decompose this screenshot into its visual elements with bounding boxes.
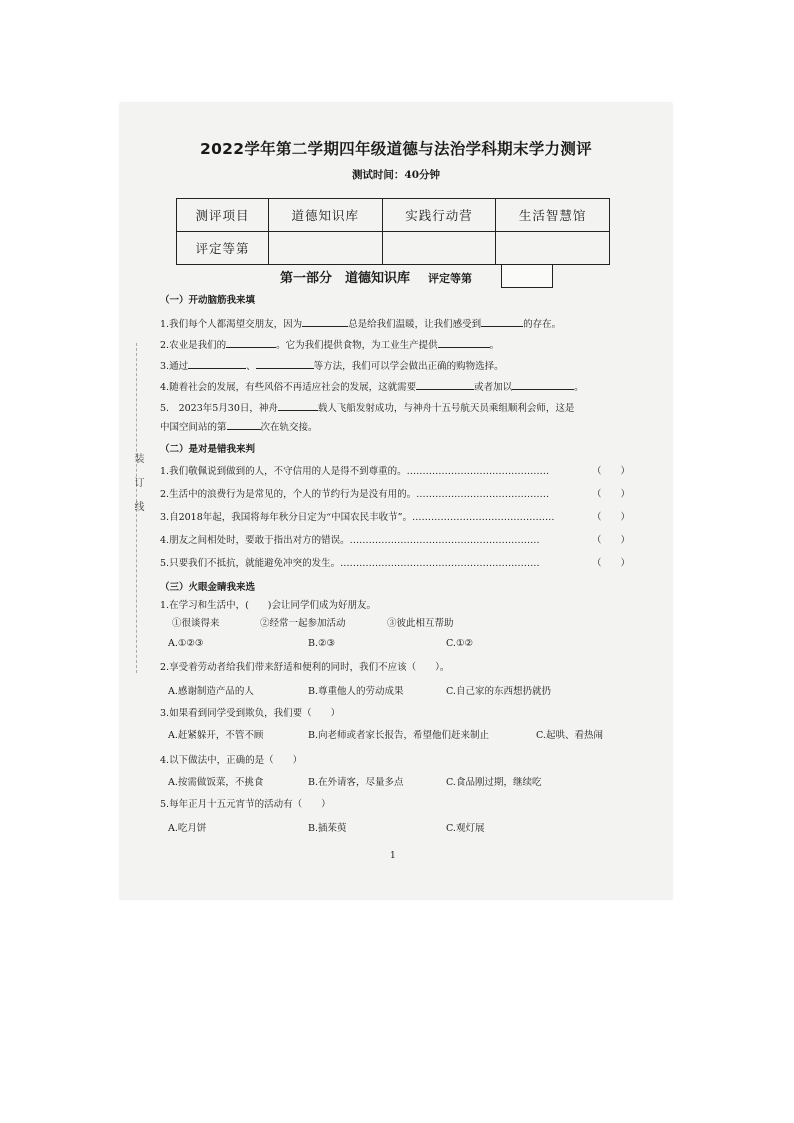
fill-question-3: [160, 359, 504, 372]
answer-parens[interactable]: （ ）: [591, 512, 630, 523]
evaluation-table: [176, 198, 610, 265]
rating-box[interactable]: [501, 264, 553, 288]
question-text: 5.只要我们不抵抗，就能避免冲突的发生。………………………………………………………: [160, 558, 540, 569]
choice-option[interactable]: A.赶紧躲开，不管不顾: [168, 730, 264, 741]
choice-option[interactable]: A.吃月饼: [168, 823, 207, 834]
question-text: 3.通过: [160, 361, 189, 372]
binding-text: 装 订 线: [132, 453, 143, 513]
table-cell: 道德知识库: [268, 199, 382, 232]
choice-option[interactable]: A.感谢制造产品的人: [168, 686, 254, 697]
table-cell[interactable]: [496, 232, 610, 265]
page-number: 1: [390, 851, 396, 861]
answer-parens[interactable]: （ ）: [591, 558, 630, 569]
answer-blank[interactable]: [188, 359, 246, 369]
table-cell: 测评项目: [177, 199, 269, 232]
question-text: 等方法，我们可以学会做出正确的购物选择。: [313, 361, 504, 372]
question-text: 。: [574, 382, 584, 393]
choice-question-3: 3.如果看到同学受到欺负，我们要（ ）: [160, 708, 341, 719]
choice-question-1: 1.在学习和生活中，( )会让同学们成为好朋友。: [160, 600, 376, 611]
choice-option[interactable]: C.自己家的东西想扔就扔: [446, 686, 551, 697]
choice-option[interactable]: C.食品刚过期，继续吃: [446, 777, 542, 788]
table-cell: 生活智慧馆: [496, 199, 610, 232]
question-text: 2.生活中的浪费行为是常见的，个人的节约行为是没有用的。……………………………………: [160, 489, 550, 500]
question-text: 4.朋友之间相处时，要敢于指出对方的错误。……………………………………………………: [160, 535, 540, 546]
answer-blank[interactable]: [278, 401, 318, 411]
choice-question-2: 2.享受着劳动者给我们带来舒适和便利的同时，我们不应该（ ）。: [160, 662, 450, 673]
choice-option[interactable]: C.起哄、看热闹: [536, 730, 603, 741]
answer-blank[interactable]: [302, 317, 348, 327]
section1-title: （一）开动脑筋我来填: [160, 295, 256, 306]
table-cell[interactable]: [382, 232, 496, 265]
choice-sub-item: ③彼此相互帮助: [387, 618, 454, 629]
question-text: 5. 2023年5月30日，神舟: [160, 403, 278, 414]
choice-option[interactable]: C.①②: [446, 638, 473, 649]
choice-option[interactable]: B.尊重他人的劳动成果: [308, 686, 404, 697]
fill-question-5: [160, 401, 574, 414]
choice-sub-item: ②经常一起参加活动: [260, 618, 346, 629]
fill-question-2: [160, 338, 499, 351]
question-text: 1.我们每个人都渴望交朋友，因为: [160, 319, 303, 330]
part-title: 第一部分 道德知识库: [280, 271, 411, 286]
question-text: 次在轨交接。: [260, 422, 318, 433]
choice-option[interactable]: B.②③: [308, 638, 336, 649]
answer-parens[interactable]: （ ）: [591, 466, 630, 477]
question-text: 1.我们敬佩说到做到的人，不守信用的人是得不到尊重的。………………………………………: [160, 466, 550, 477]
table-row: [177, 199, 610, 232]
choice-option[interactable]: A.①②③: [168, 638, 204, 649]
choice-option[interactable]: C.观灯展: [446, 823, 485, 834]
answer-blank[interactable]: [416, 380, 474, 390]
choice-question-5: 5.每年正月十五元宵节的活动有（ ）: [160, 799, 331, 810]
question-text: 或者加以: [474, 382, 513, 393]
fill-question-5-cont: [160, 420, 318, 433]
choice-option[interactable]: B.在外请客，尽量多点: [308, 777, 404, 788]
choice-question-4: 4.以下做法中，正确的是（ ）: [160, 755, 303, 766]
choice-sub-item: ①很谈得来: [172, 618, 220, 629]
question-text: 的存在。: [523, 319, 562, 330]
question-text: 、: [246, 361, 256, 372]
answer-parens[interactable]: （ ）: [591, 489, 630, 500]
question-text: 中国空间站的第: [160, 422, 227, 433]
answer-blank[interactable]: [512, 380, 574, 390]
question-text: 2.农业是我们的: [160, 340, 227, 351]
exam-paper: [120, 103, 672, 899]
answer-blank[interactable]: [481, 317, 523, 327]
fill-question-4: [160, 380, 584, 393]
judge-question-3: [160, 513, 630, 523]
answer-parens[interactable]: （ ）: [591, 535, 630, 546]
question-text: 载人飞船发射成功，与神舟十五号航天员乘组顺利会师，这是: [317, 403, 575, 414]
judge-question-5: [160, 559, 630, 569]
fill-question-1: [160, 317, 561, 330]
exam-title: 2022学年第二学期四年级道德与法治学科期末学力测评: [200, 140, 592, 158]
choice-option[interactable]: B.向老师或者家长报告，希望他们赶来制止: [308, 730, 490, 741]
question-text: 总是给我们温暖，让我们感受到: [348, 319, 482, 330]
part-heading: [280, 267, 472, 286]
rating-label: 评定等第: [428, 272, 473, 285]
table-row: [177, 232, 610, 265]
question-text: 。: [489, 340, 500, 351]
judge-question-4: [160, 536, 630, 546]
answer-blank[interactable]: [256, 359, 314, 369]
answer-blank[interactable]: [226, 338, 276, 348]
answer-blank[interactable]: [438, 338, 490, 348]
choice-option[interactable]: B.插茱萸: [308, 823, 347, 834]
answer-blank[interactable]: [227, 420, 261, 430]
table-cell: 评定等第: [177, 232, 269, 265]
question-text: 4.随着社会的发展，有些风俗不再适应社会的发展，这就需要: [160, 382, 417, 393]
table-cell: 实践行动营: [382, 199, 496, 232]
judge-question-1: [160, 467, 630, 477]
judge-question-2: [160, 490, 630, 500]
table-cell[interactable]: [268, 232, 382, 265]
exam-time: 测试时间：40分钟: [351, 169, 441, 181]
question-text: 。它为我们提供食物，为工业生产提供: [276, 340, 438, 351]
section2-title: （二）是对是错我来判: [160, 444, 256, 455]
choice-option[interactable]: A.按需做饭菜，不挑食: [168, 777, 264, 788]
question-text: 3.自2018年起，我国将每年秋分日定为“中国农民丰收节”。………………………………………: [160, 512, 555, 523]
section3-title: （三）火眼金睛我来选: [160, 582, 256, 593]
